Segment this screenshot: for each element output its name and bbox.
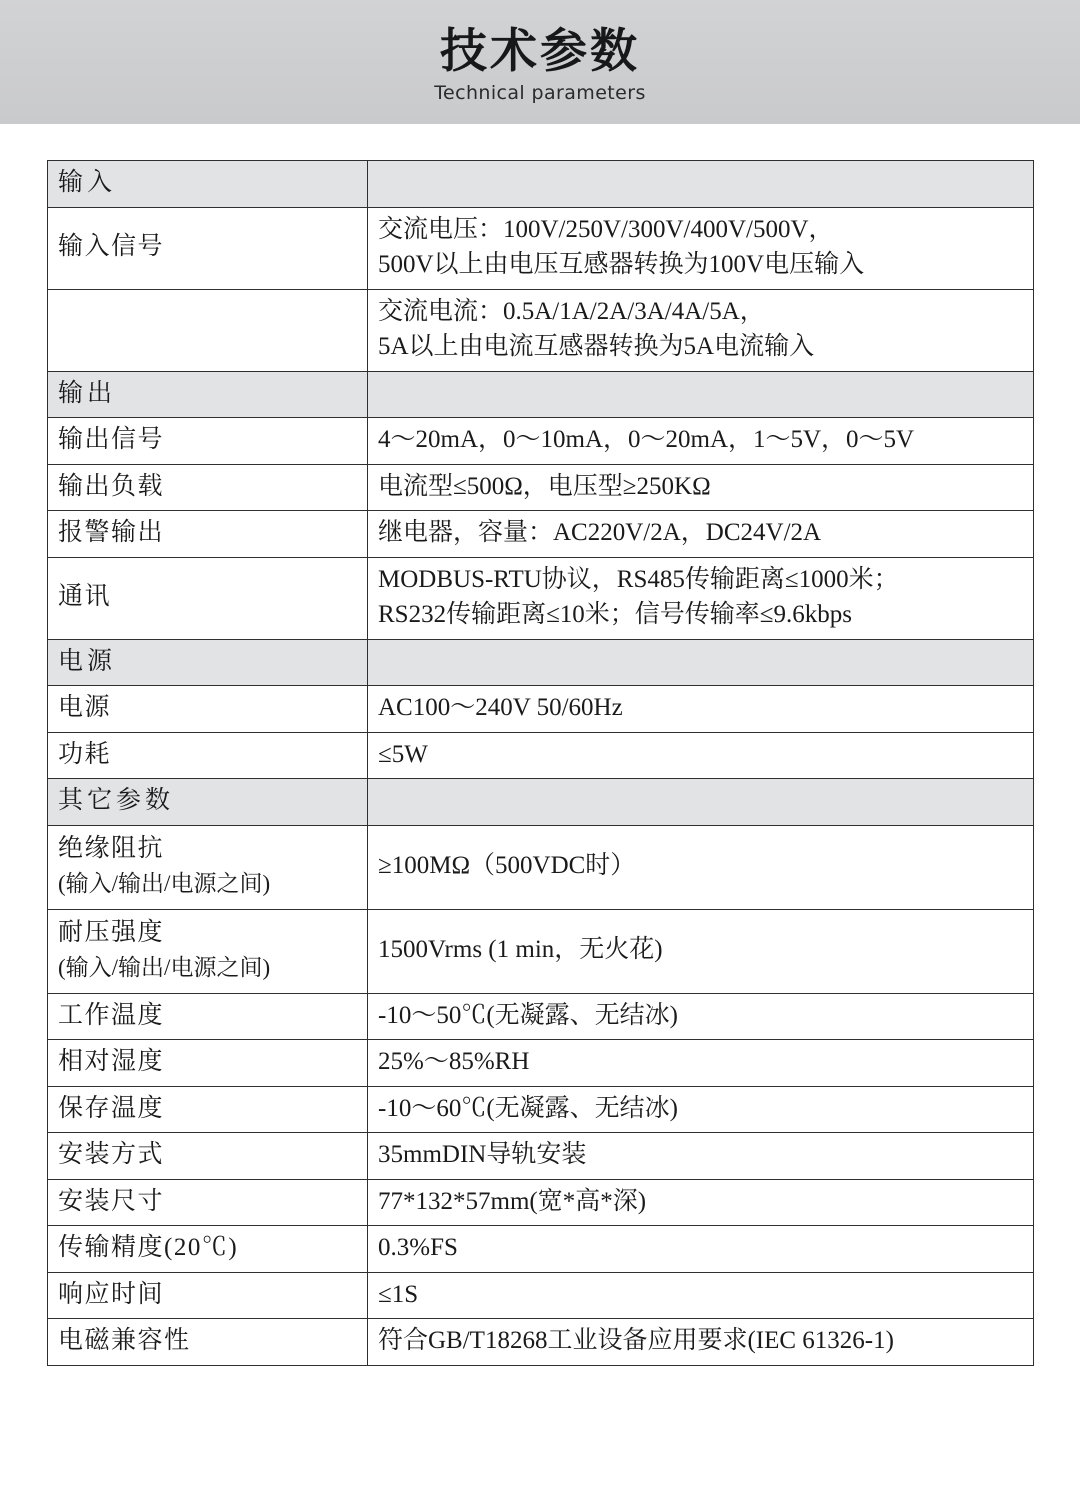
page-title: 技术参数 [440, 24, 640, 80]
row-label: 相对湿度 [48, 1040, 368, 1087]
table-row [48, 557, 1034, 639]
row-label: 安装尺寸 [48, 1179, 368, 1226]
table-row [48, 1272, 1034, 1319]
table-row [48, 418, 1034, 465]
row-value: -10～60℃(无凝露、无结冰) [368, 1086, 1034, 1133]
table-row [48, 1226, 1034, 1273]
row-value [368, 289, 1034, 371]
row-value: 1500Vrms (1 min，无火花) [368, 909, 1034, 993]
row-label [48, 909, 368, 993]
row-value: 0.3%FS [368, 1226, 1034, 1273]
row-label-main: 耐压强度 [58, 918, 165, 946]
table-row [48, 289, 1034, 371]
row-value [368, 207, 1034, 289]
row-label: 功耗 [48, 732, 368, 779]
technical-parameters-table [47, 160, 1034, 1366]
table-row [48, 1179, 1034, 1226]
section-header-row [48, 639, 1034, 686]
row-value: -10～50℃(无凝露、无结冰) [368, 993, 1034, 1040]
section-heading-spacer [368, 639, 1034, 686]
spec-table-container [0, 124, 1080, 1366]
row-value [368, 557, 1034, 639]
table-row [48, 1040, 1034, 1087]
row-value-line: RS232传输距离≤10米；信号传输率≤9.6kbps [378, 601, 853, 628]
row-value: ≤1S [368, 1272, 1034, 1319]
row-label: 安装方式 [48, 1133, 368, 1180]
row-label [48, 825, 368, 909]
table-row [48, 1086, 1034, 1133]
row-label: 报警输出 [48, 511, 368, 558]
row-value: 电流型≤500Ω，电压型≥250KΩ [368, 464, 1034, 511]
table-row [48, 511, 1034, 558]
row-label: 电磁兼容性 [48, 1319, 368, 1366]
row-value: ≤5W [368, 732, 1034, 779]
row-label: 电源 [48, 686, 368, 733]
section-header-row [48, 371, 1034, 418]
section-header-row [48, 779, 1034, 826]
row-value: AC100～240V 50/60Hz [368, 686, 1034, 733]
page-subtitle: Technical parameters [434, 81, 646, 104]
row-label: 通讯 [48, 557, 368, 639]
row-value-line: 5A以上由电流互感器转换为5A电流输入 [378, 333, 815, 360]
row-value: 4～20mA，0～10mA，0～20mA，1～5V，0～5V [368, 418, 1034, 465]
section-header-row [48, 161, 1034, 208]
section-heading: 其它参数 [48, 779, 368, 826]
row-label-main: 绝缘阻抗 [58, 834, 165, 862]
row-value: 符合GB/T18268工业设备应用要求(IEC 61326-1) [368, 1319, 1034, 1366]
section-heading: 输入 [48, 161, 368, 208]
section-heading: 电源 [48, 639, 368, 686]
row-label: 传输精度(20℃) [48, 1226, 368, 1273]
table-row [48, 686, 1034, 733]
row-label: 响应时间 [48, 1272, 368, 1319]
row-label-note: (输入/输出/电源之间) [58, 871, 271, 897]
row-value: 25%～85%RH [368, 1040, 1034, 1087]
row-value: 35mmDIN导轨安装 [368, 1133, 1034, 1180]
section-heading-spacer [368, 779, 1034, 826]
row-label: 输出负载 [48, 464, 368, 511]
row-label-note: (输入/输出/电源之间) [58, 955, 271, 981]
table-row [48, 825, 1034, 909]
section-heading: 输出 [48, 371, 368, 418]
section-heading-spacer [368, 161, 1034, 208]
table-row [48, 464, 1034, 511]
row-label: 输入信号 [48, 207, 368, 289]
row-value-line: 交流电压：100V/250V/300V/400V/500V， [378, 215, 834, 243]
row-value: 继电器，容量：AC220V/2A，DC24V/2A [368, 511, 1034, 558]
section-heading-spacer [368, 371, 1034, 418]
table-row [48, 732, 1034, 779]
table-row [48, 1319, 1034, 1366]
table-row [48, 1133, 1034, 1180]
row-label: 输出信号 [48, 418, 368, 465]
table-row [48, 909, 1034, 993]
page-header [0, 0, 1080, 124]
row-value-line: MODBUS-RTU协议，RS485传输距离≤1000米； [378, 565, 899, 593]
row-value: 77*132*57mm(宽*高*深) [368, 1179, 1034, 1226]
row-value-line: 交流电流：0.5A/1A/2A/3A/4A/5A， [378, 297, 765, 325]
table-row [48, 993, 1034, 1040]
row-value-line: 500V以上由电压互感器转换为100V电压输入 [378, 251, 865, 278]
row-label: 保存温度 [48, 1086, 368, 1133]
row-value: ≥100MΩ（500VDC时） [368, 825, 1034, 909]
row-label: 工作温度 [48, 993, 368, 1040]
row-label [48, 289, 368, 371]
table-row [48, 207, 1034, 289]
